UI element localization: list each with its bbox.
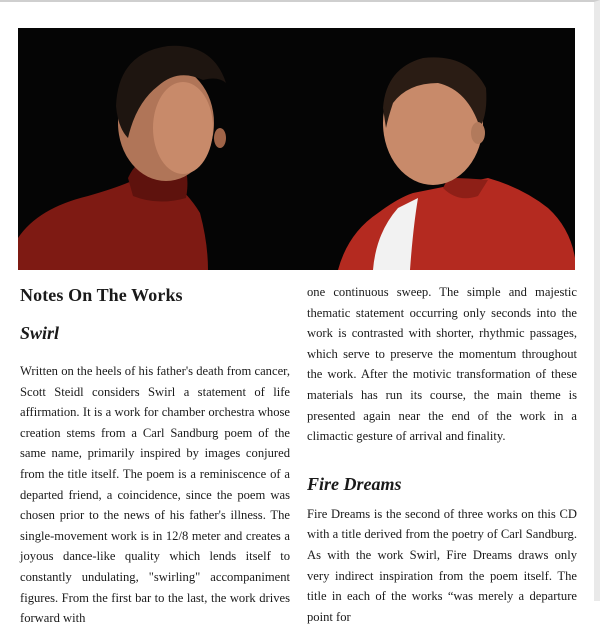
- fire-dreams-paragraph: Fire Dreams is the second of three works on this CD with a title derived from the poetry of Carl Sandburg. As with the work Swirl, Fire Dreams draws only very indirect inspiration from the poem itself. The title in each of the works “was merely a departure point for: [307, 506, 577, 624]
- section-title: Notes On The Works: [20, 285, 183, 305]
- work-title-swirl: Swirl: [20, 323, 60, 343]
- work-title-fire-dreams: Fire Dreams: [307, 473, 402, 494]
- swirl-paragraph-continued: one continuous sweep. The simple and majestic thematic statement occurring only seconds into the work is contrasted with shorter, rhythmic passages, which serve to preserve the momentum throughout the work. After the motivic transformation of these materials has run its course, the main theme is presented again near the end of the work in a climactic gesture of arrival and finality.: [307, 285, 577, 444]
- photo-illustration: [18, 28, 575, 270]
- left-column: [20, 282, 290, 629]
- right-column: [307, 282, 577, 627]
- swirl-paragraph: Written on the heels of his father's death from cancer, Scott Steidl considers Swirl a statement of life affirmation. It is a work for chamber orchestra whose creation stems from a Carl Sandburg poem of the same name, primarily inspired by images conjured from the title itself. The poem is a reminiscence of a departed friend, a coincidence, since the poem was chosen prior to the news of his father's illness. The single-movement work is in 12/8 meter and creates a joyous dance-like quality which lends itself to constantly undulating, "swirling" accompaniment figures. From the first bar to the last, the work drives forward with: [20, 364, 290, 626]
- photo-two-men: [18, 28, 575, 270]
